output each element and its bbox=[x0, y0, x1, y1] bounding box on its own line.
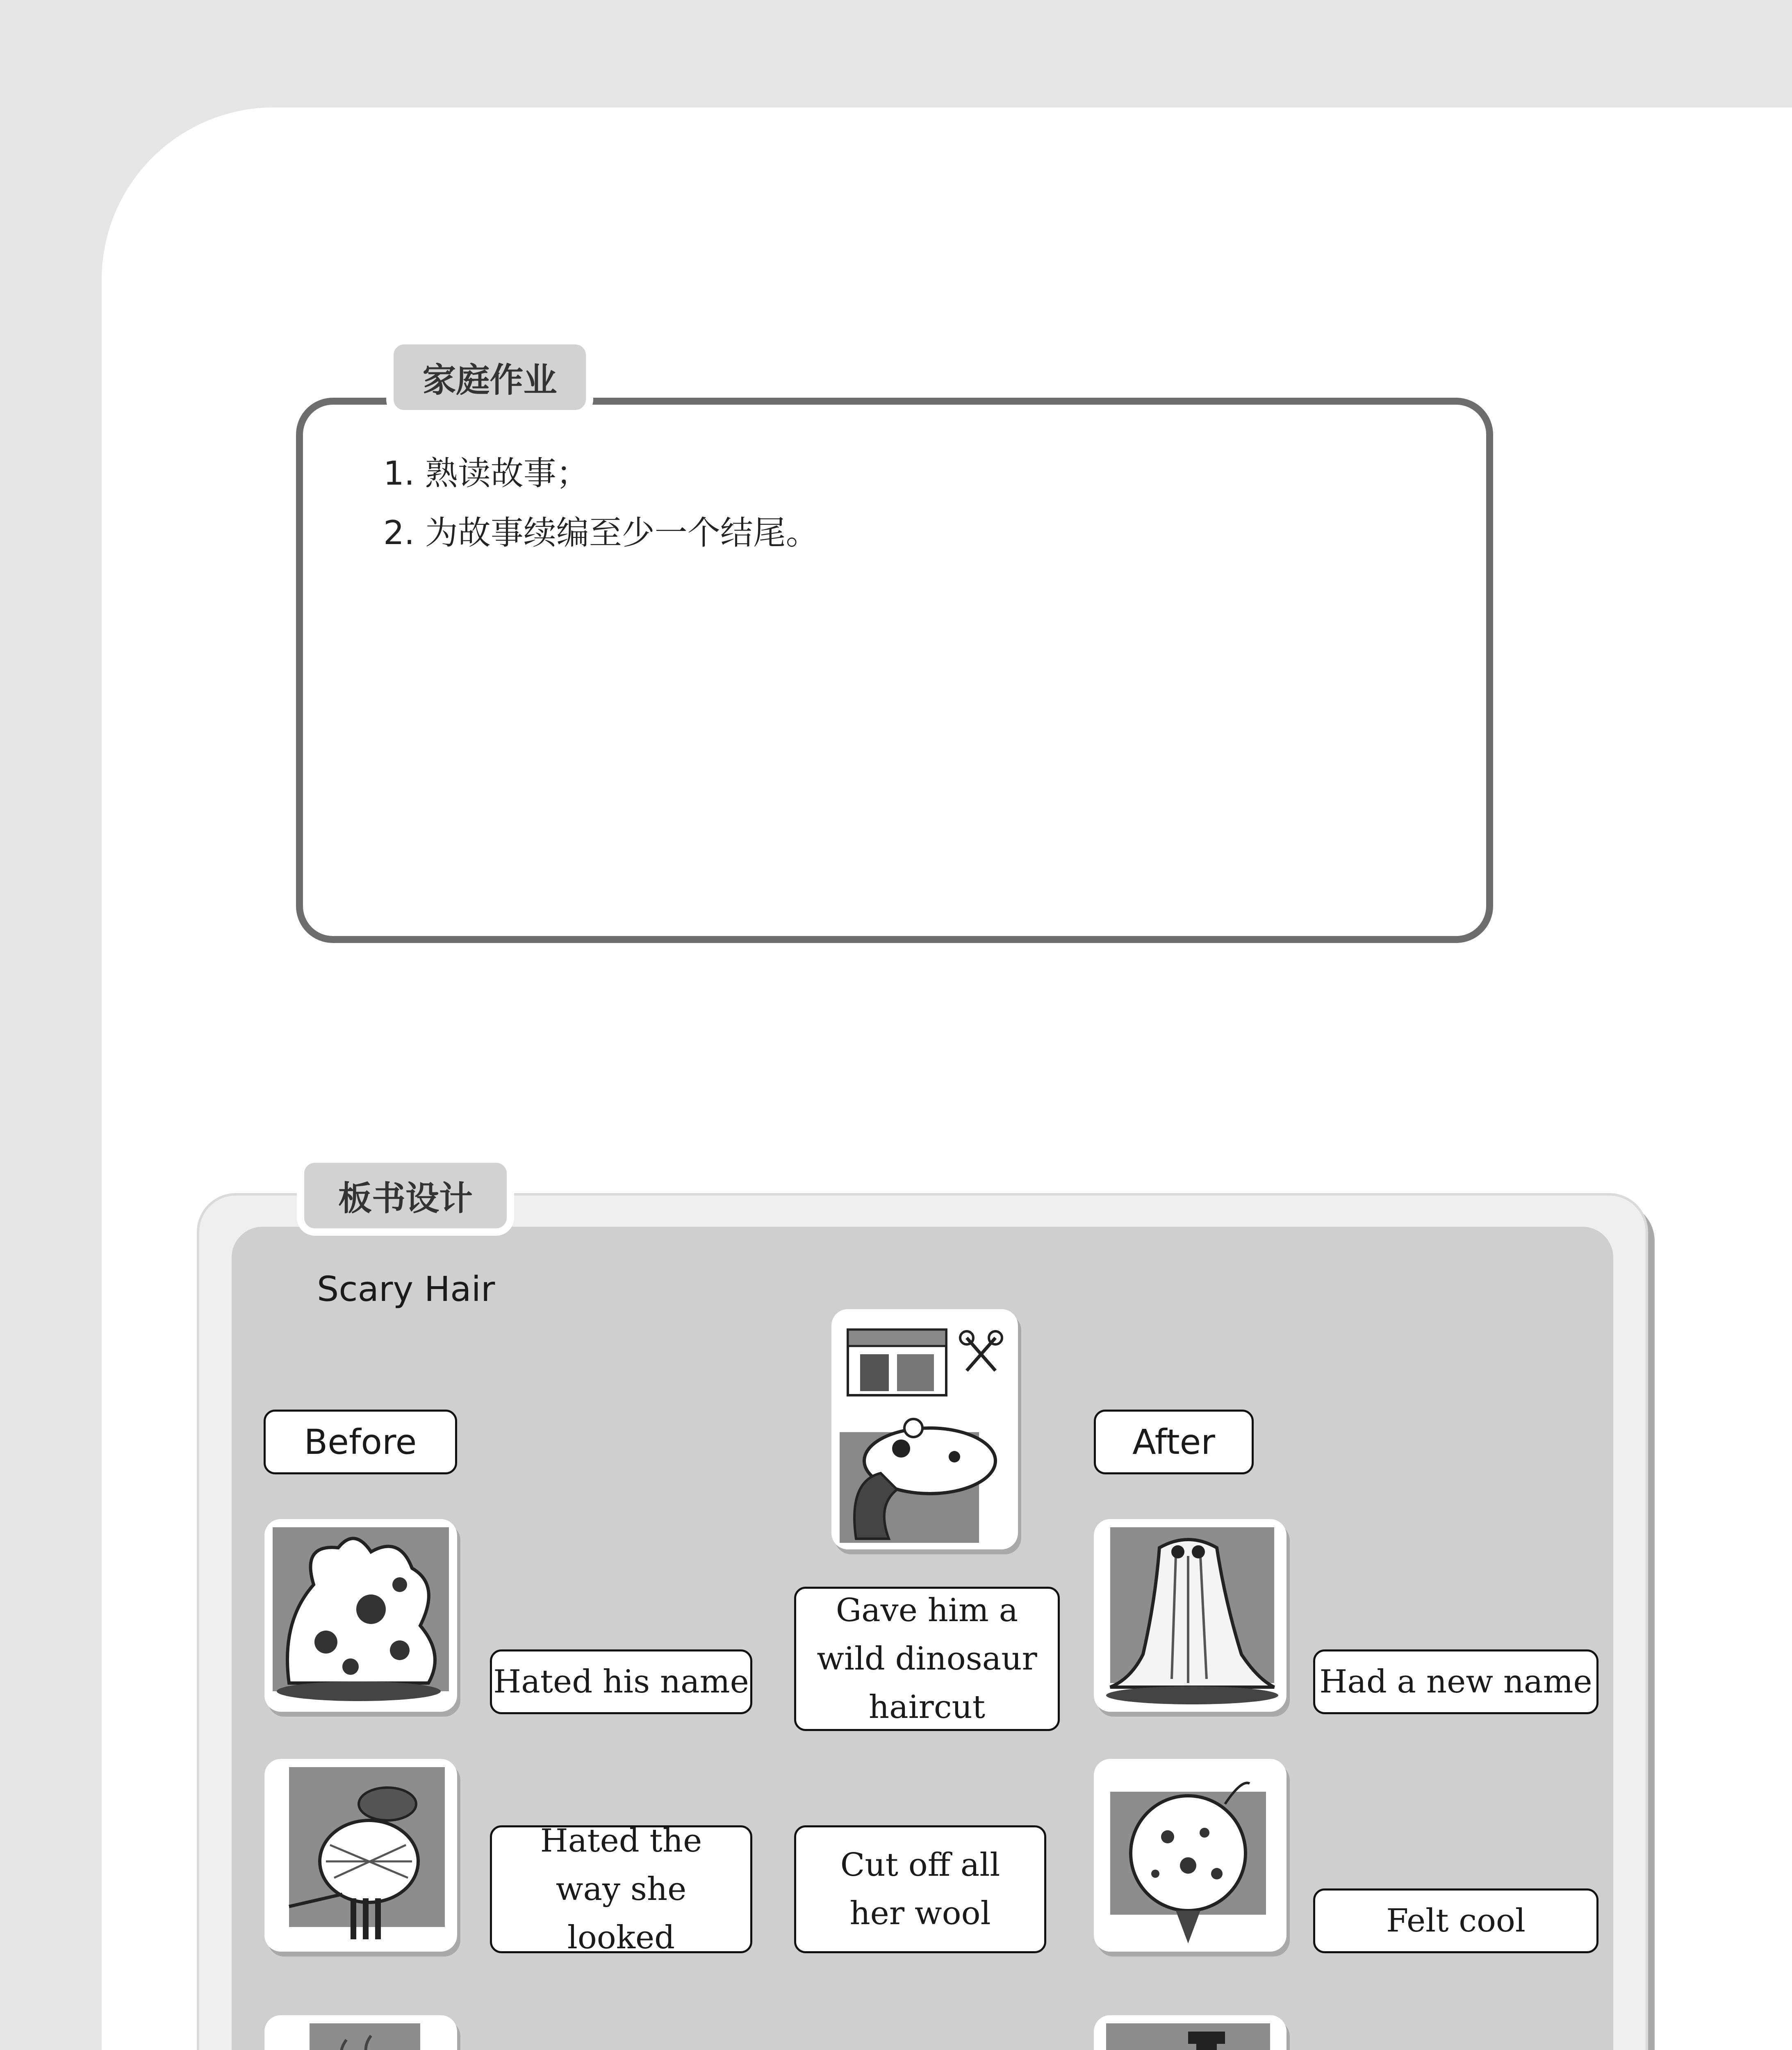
sheep-after-illustration bbox=[1094, 1759, 1287, 1952]
dinosaur-after-illustration bbox=[1094, 1519, 1287, 1712]
homework-item: 2. 为故事续编至少一个结尾。 bbox=[383, 514, 819, 552]
homework-title: 家庭作业 bbox=[386, 337, 593, 417]
before-text: Hated the way she looked bbox=[490, 1825, 752, 1953]
after-text: Had a new name bbox=[1313, 1649, 1598, 1714]
after-label: After bbox=[1094, 1410, 1254, 1474]
skunk-before-illustration bbox=[264, 2015, 457, 2050]
sheep-before-illustration bbox=[264, 1759, 457, 1952]
story-title: Scary Hair bbox=[317, 1269, 495, 1309]
skunk-after-illustration bbox=[1094, 2015, 1287, 2050]
homework-item: 1. 熟读故事； bbox=[383, 454, 589, 492]
dinosaur-before-illustration bbox=[264, 1519, 457, 1712]
action-text: Gave him a wild dinosaur haircut bbox=[794, 1587, 1060, 1731]
before-label: Before bbox=[264, 1410, 457, 1474]
action-text: Cut off all her wool bbox=[794, 1825, 1046, 1953]
before-text: Hated his name bbox=[490, 1649, 752, 1714]
board-design-title: 板书设计 bbox=[297, 1155, 514, 1236]
salon-dinosaur-illustration bbox=[831, 1309, 1018, 1549]
after-text: Felt cool bbox=[1313, 1888, 1598, 1953]
